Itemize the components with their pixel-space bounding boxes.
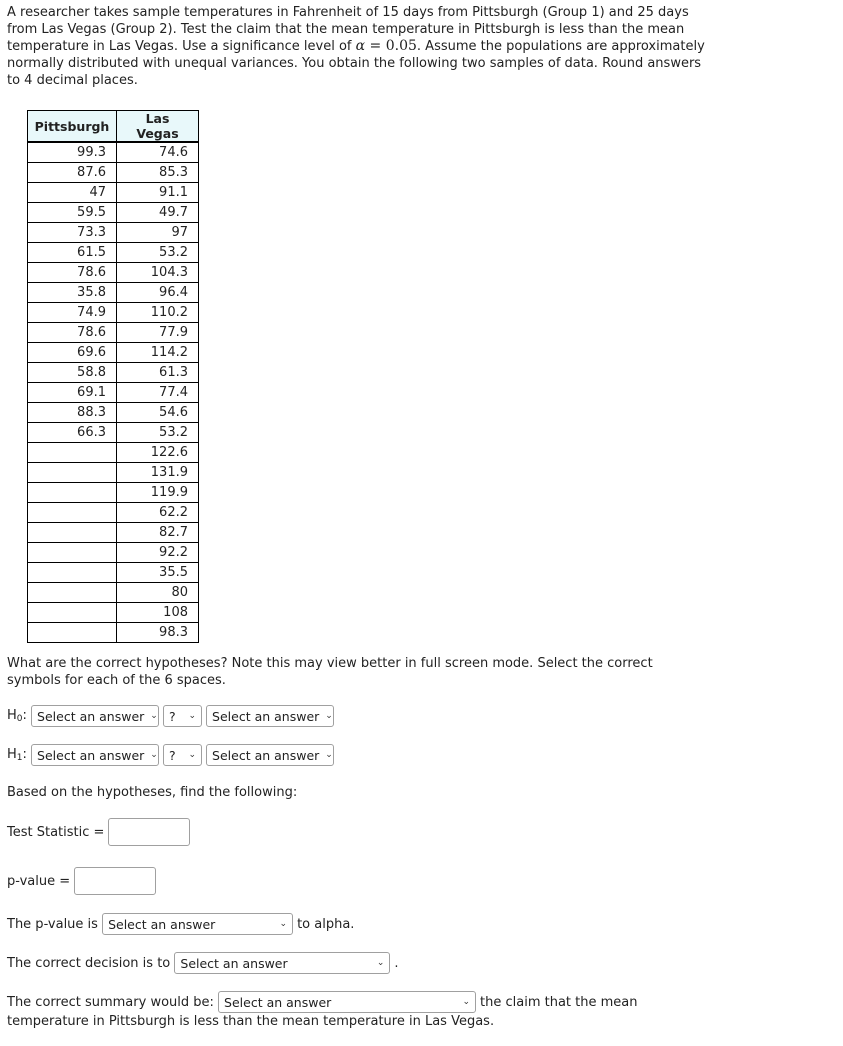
cell-las-vegas: 61.3	[117, 363, 199, 383]
cell-pittsburgh	[28, 443, 117, 463]
table-row	[28, 343, 199, 363]
cell-las-vegas: 98.3	[117, 623, 199, 643]
cell-pittsburgh: 74.9	[28, 303, 117, 323]
cell-las-vegas: 80	[117, 583, 199, 603]
cell-las-vegas: 85.3	[117, 163, 199, 183]
chevron-down-icon: ⌄	[150, 711, 158, 721]
cell-las-vegas: 104.3	[117, 263, 199, 283]
table-row	[28, 183, 199, 203]
cell-pittsburgh	[28, 523, 117, 543]
cell-las-vegas: 114.2	[117, 343, 199, 363]
header-las-vegas: Las Vegas	[117, 111, 199, 143]
test-statistic-input[interactable]	[108, 818, 190, 846]
table-row	[28, 163, 199, 183]
cell-las-vegas: 119.9	[117, 483, 199, 503]
table-row	[28, 583, 199, 603]
cell-las-vegas: 74.6	[117, 142, 199, 163]
cell-pittsburgh	[28, 563, 117, 583]
h0-param2-select[interactable]: Select an answer ⌄	[206, 705, 334, 727]
pvalue-compare-row	[7, 913, 354, 935]
cell-pittsburgh: 78.6	[28, 263, 117, 283]
cell-las-vegas: 35.5	[117, 563, 199, 583]
p-value-input[interactable]	[74, 867, 156, 895]
cell-pittsburgh: 87.6	[28, 163, 117, 183]
decision-prefix: The correct decision is to	[7, 955, 171, 971]
cell-pittsburgh: 66.3	[28, 423, 117, 443]
decision-suffix: .	[394, 955, 399, 971]
table-row	[28, 323, 199, 343]
chevron-down-icon: ⌄	[325, 750, 333, 760]
cell-pittsburgh: 35.8	[28, 283, 117, 303]
h1-param2-select[interactable]: Select an answer ⌄	[206, 744, 334, 766]
cell-las-vegas: 108	[117, 603, 199, 623]
cell-pittsburgh	[28, 623, 117, 643]
cell-pittsburgh: 61.5	[28, 243, 117, 263]
p-value-label: p-value =	[7, 873, 71, 889]
chevron-down-icon: ⌄	[376, 958, 385, 968]
chevron-down-icon: ⌄	[279, 919, 288, 929]
table-row	[28, 563, 199, 583]
decision-select[interactable]: Select an answer ⌄	[174, 952, 390, 974]
table-body	[28, 142, 199, 643]
cell-pittsburgh: 69.1	[28, 383, 117, 403]
based-on-text: Based on the hypotheses, find the following:	[7, 785, 298, 800]
table-row	[28, 543, 199, 563]
cell-las-vegas: 82.7	[117, 523, 199, 543]
table-row	[28, 303, 199, 323]
chevron-down-icon: ⌄	[188, 750, 197, 760]
cell-pittsburgh: 69.6	[28, 343, 117, 363]
cell-pittsburgh	[28, 463, 117, 483]
data-table	[27, 110, 199, 643]
h1-param1-select[interactable]: Select an answer ⌄	[31, 744, 159, 766]
pvalue-compare-select[interactable]: Select an answer ⌄	[102, 913, 293, 935]
h0-symbol-select[interactable]: ? ⌄	[163, 705, 202, 727]
table-row	[28, 603, 199, 623]
problem-text-2: . Assume the populations are approximately normally distributed with unequal variances. You obtain the following two samples of data. Round answers to 4 decimal places.	[7, 39, 705, 88]
table-row	[28, 203, 199, 223]
h1-row	[7, 744, 338, 766]
table-row	[28, 383, 199, 403]
pvalue-compare-suffix: to alpha.	[297, 916, 355, 932]
h0-row	[7, 705, 338, 727]
table-row	[28, 243, 199, 263]
table-row	[28, 443, 199, 463]
p-value-row	[7, 867, 156, 895]
cell-las-vegas: 49.7	[117, 203, 199, 223]
table-row	[28, 223, 199, 243]
summary-select[interactable]: Select an answer ⌄	[218, 991, 476, 1013]
alpha-value: = 0.05	[365, 38, 417, 54]
table-row	[28, 623, 199, 643]
table-row	[28, 363, 199, 383]
problem-text-1: A researcher takes sample temperatures in Fahrenheit of 15 days from Pittsburgh (Group 1) and 25 days from Las Vegas (Group 2). Test the claim that the mean temperature in Pittsburgh is less than the mean temperature in Las Vegas. Use a significance level of	[7, 5, 689, 54]
h1-symbol-select[interactable]: ? ⌄	[163, 744, 202, 766]
summary-prefix: The correct summary would be:	[7, 994, 214, 1010]
chevron-down-icon: ⌄	[188, 711, 197, 721]
cell-pittsburgh	[28, 483, 117, 503]
cell-las-vegas: 97	[117, 223, 199, 243]
alpha-expression	[356, 38, 417, 54]
problem-statement	[7, 4, 707, 89]
chevron-down-icon: ⌄	[462, 997, 471, 1007]
summary-line2: temperature in Pittsburgh is less than the mean temperature in Las Vegas.	[7, 1014, 495, 1029]
table-row	[28, 283, 199, 303]
table-row	[28, 142, 199, 163]
decision-row	[7, 952, 399, 974]
table-row	[28, 423, 199, 443]
cell-las-vegas: 91.1	[117, 183, 199, 203]
cell-las-vegas: 131.9	[117, 463, 199, 483]
h0-param1-select[interactable]: Select an answer ⌄	[31, 705, 159, 727]
cell-pittsburgh: 73.3	[28, 223, 117, 243]
summary-suffix: the claim that the mean	[480, 994, 638, 1010]
cell-las-vegas: 92.2	[117, 543, 199, 563]
table-row	[28, 523, 199, 543]
cell-pittsburgh: 58.8	[28, 363, 117, 383]
cell-pittsburgh: 88.3	[28, 403, 117, 423]
table-header-row	[28, 111, 199, 143]
table-row	[28, 463, 199, 483]
cell-las-vegas: 54.6	[117, 403, 199, 423]
cell-las-vegas: 53.2	[117, 423, 199, 443]
cell-pittsburgh: 59.5	[28, 203, 117, 223]
cell-pittsburgh: 47	[28, 183, 117, 203]
cell-las-vegas: 110.2	[117, 303, 199, 323]
table-row	[28, 403, 199, 423]
cell-las-vegas: 77.9	[117, 323, 199, 343]
cell-las-vegas: 53.2	[117, 243, 199, 263]
cell-pittsburgh: 78.6	[28, 323, 117, 343]
cell-pittsburgh	[28, 543, 117, 563]
test-statistic-label: Test Statistic =	[7, 824, 105, 840]
table-row	[28, 263, 199, 283]
alpha-symbol: α	[355, 38, 366, 54]
header-pittsburgh: Pittsburgh	[28, 111, 117, 143]
hypotheses-question: What are the correct hypotheses? Note this may view better in full screen mode. Select the correct symbols for each of the 6 spaces.	[7, 656, 653, 688]
table-row	[28, 483, 199, 503]
cell-pittsburgh	[28, 603, 117, 623]
h1-label: $H_1$:	[7, 747, 32, 763]
cell-pittsburgh	[28, 583, 117, 603]
cell-las-vegas: 96.4	[117, 283, 199, 303]
table-row	[28, 503, 199, 523]
summary-row	[7, 991, 638, 1013]
cell-pittsburgh: 99.3	[28, 142, 117, 163]
chevron-down-icon: ⌄	[150, 750, 158, 760]
chevron-down-icon: ⌄	[325, 711, 333, 721]
test-statistic-row	[7, 818, 190, 846]
pvalue-compare-prefix: The p-value is	[7, 916, 98, 932]
cell-las-vegas: 77.4	[117, 383, 199, 403]
h0-label: $H_0$:	[7, 708, 32, 724]
cell-las-vegas: 122.6	[117, 443, 199, 463]
cell-pittsburgh	[28, 503, 117, 523]
cell-las-vegas: 62.2	[117, 503, 199, 523]
